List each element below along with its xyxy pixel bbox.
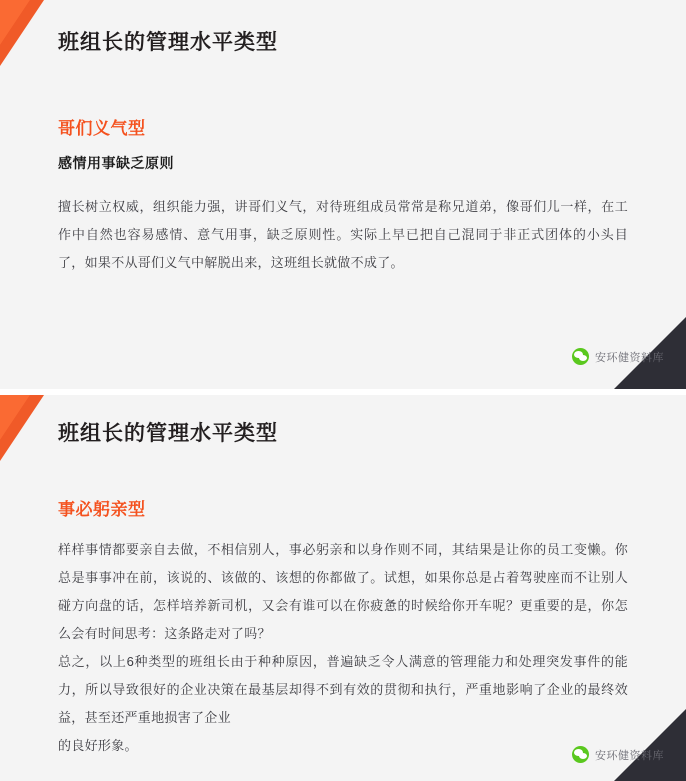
- document-card-2: [0, 395, 686, 781]
- wechat-icon: [572, 348, 589, 365]
- card-1-content: [0, 0, 686, 277]
- account-badge: [572, 746, 664, 763]
- section-subtitle: 感情用事缺乏原则: [58, 155, 174, 171]
- body-text: [58, 193, 628, 277]
- document-card-1: [0, 0, 686, 389]
- paragraph: 的良好形象。: [58, 738, 138, 753]
- card-2-content: [0, 395, 686, 760]
- section-title: 哥们义气型: [58, 119, 146, 138]
- body-text: [58, 536, 628, 760]
- page-title: 班组长的管理水平类型: [58, 31, 278, 54]
- account-name: 安环健资料库: [595, 351, 664, 364]
- section-title: 事必躬亲型: [58, 500, 146, 519]
- page-title: 班组长的管理水平类型: [58, 422, 278, 445]
- account-name: 安环健资料库: [595, 749, 664, 762]
- paragraph: 总之，以上6种类型的班组长由于种种原因，普遍缺乏令人满意的管理能力和处理突发事件的能力，所以导致很好的企业决策在最基层却得不到有效的贯彻和执行，严重地影响了企业的最终效益，甚至还严重地损害了企业: [58, 654, 628, 725]
- paragraph: 样样事情都要亲自去做，不相信别人，事必躬亲和以身作则不同，其结果是让你的员工变懒。你总是事事冲在前，该说的、该做的、该想的你都做了。试想，如果你总是占着驾驶座而不让别人碰方向盘的话，怎样培养新司机，又会有谁可以在你疲惫的时候给你开车呢？更重要的是，你怎么会有时间思考：这条路走对了吗？: [58, 542, 628, 641]
- account-badge: [572, 348, 664, 365]
- paragraph: 擅长树立权威，组织能力强，讲哥们义气，对待班组成员常常是称兄道弟，像哥们儿一样，在工作中自然也容易感情、意气用事，缺乏原则性。实际上早已把自己混同于非正式团体的小头目了，如果不从哥们义气中解脱出来，这班组长就做不成了。: [58, 199, 628, 270]
- wechat-icon: [572, 746, 589, 763]
